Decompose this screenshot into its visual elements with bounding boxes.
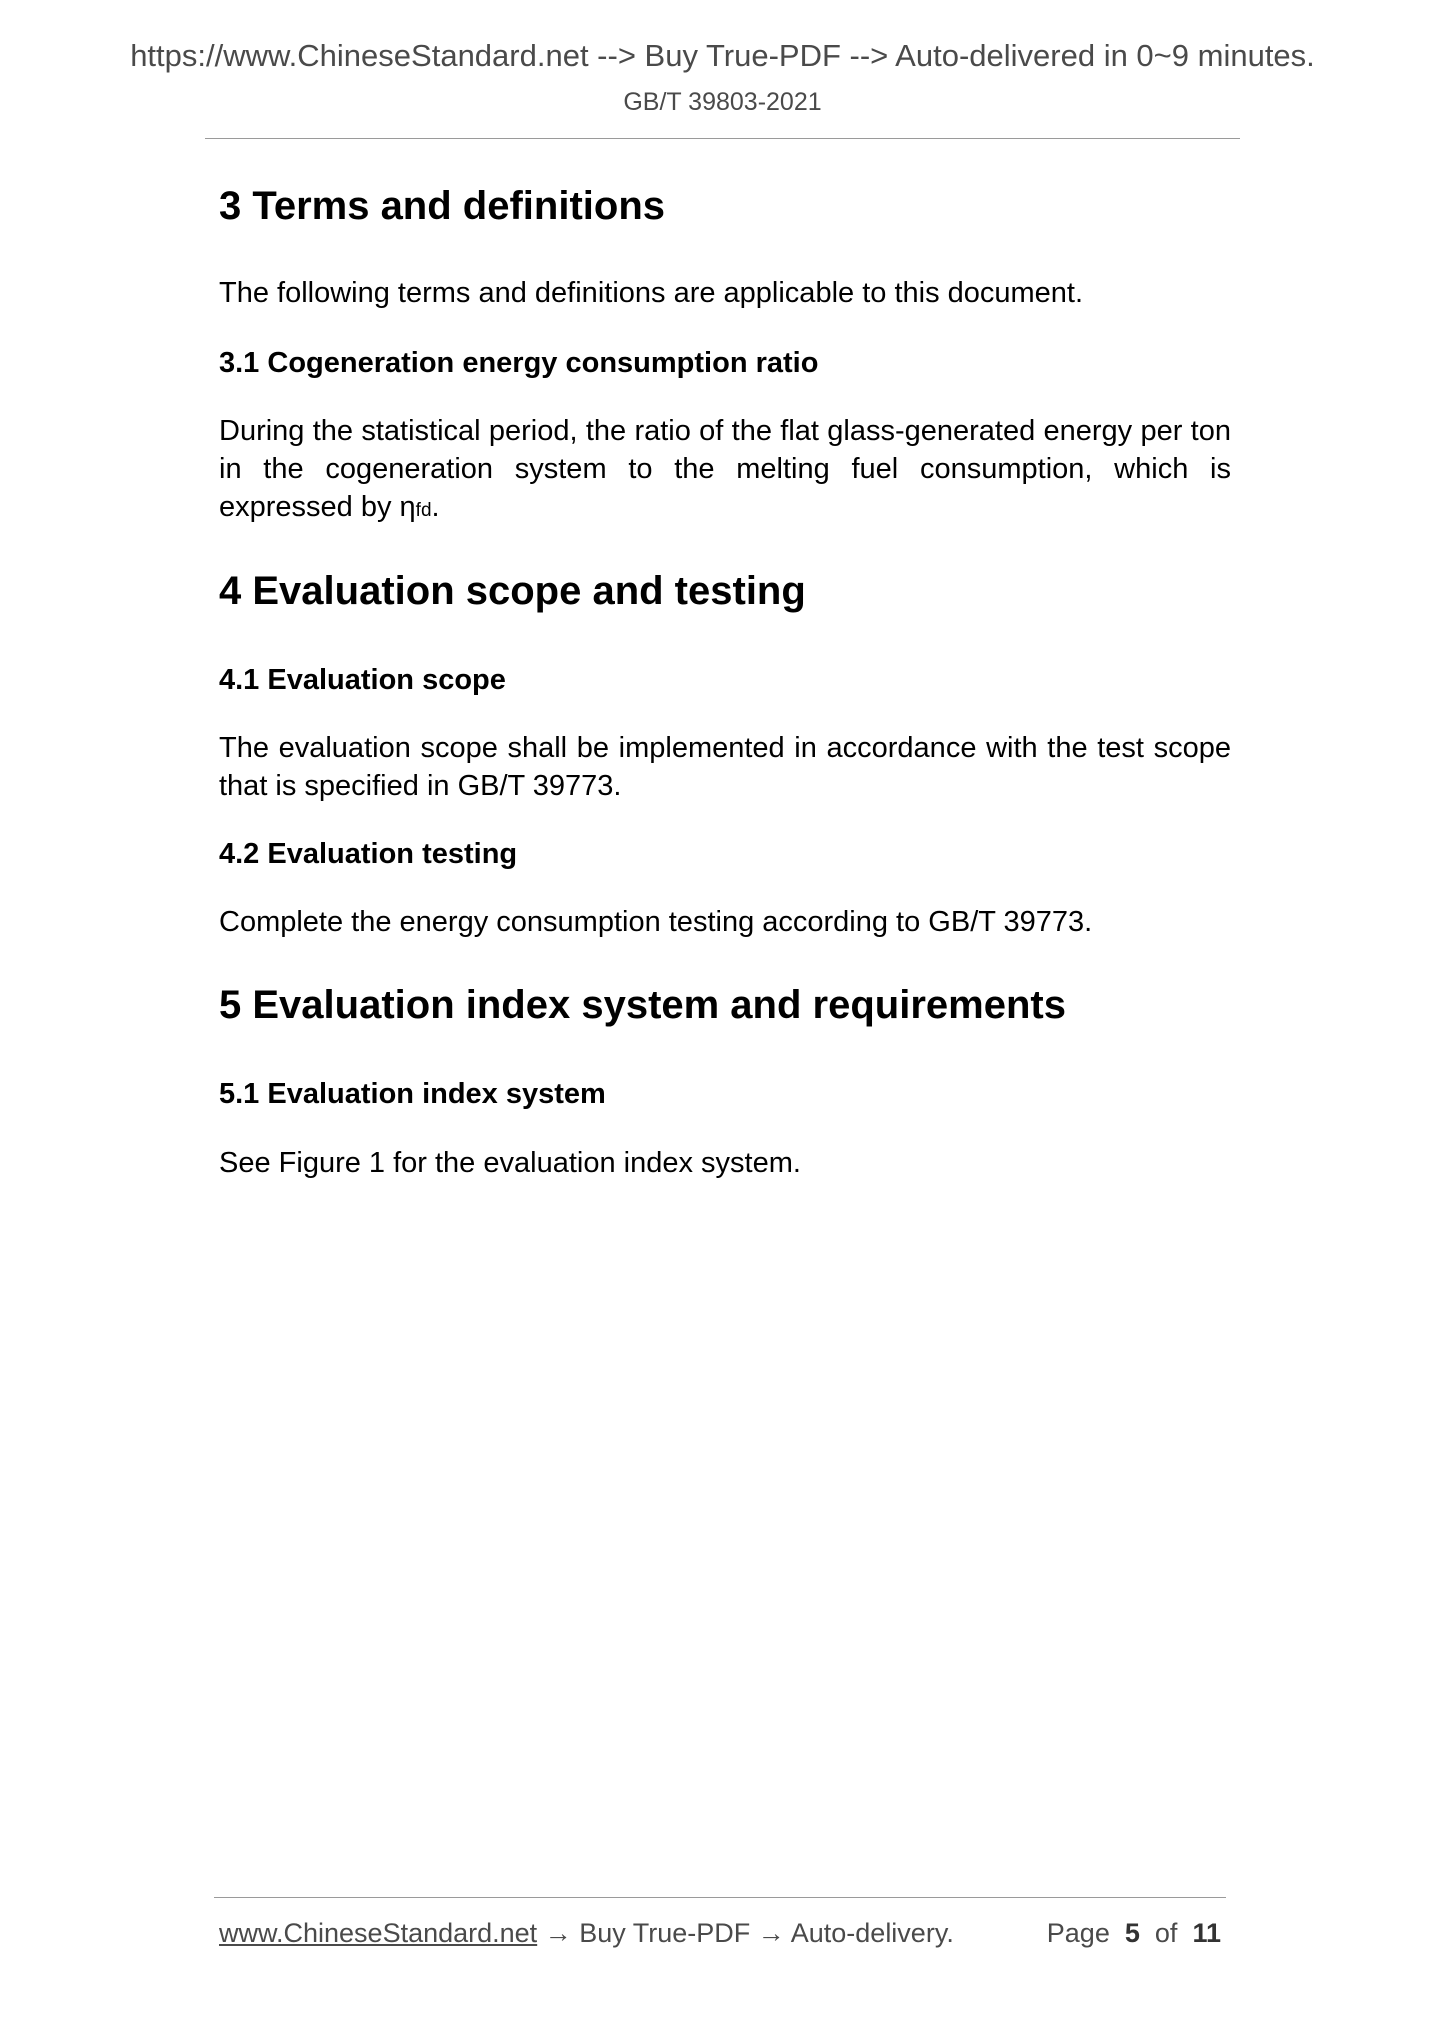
term-3-1-text: During the statistical period, the ratio of the flat glass-generated energy per ton in the cogeneration system to the melting fuel consumption, which is expressed by η xyxy=(219,415,1231,523)
section-3-heading: 3 Terms and definitions xyxy=(219,184,665,228)
section-4-1-text: The evaluation scope shall be implemented in accordance with the test scope that is specified in GB/T 39773. xyxy=(219,732,1231,802)
section-5-1-heading: 5.1 Evaluation index system xyxy=(219,1078,606,1110)
term-3-1-subscript: fd xyxy=(415,500,432,521)
section-4-2-text: Complete the energy consumption testing according to GB/T 39773. xyxy=(219,906,1093,938)
term-3-1-period: . xyxy=(431,491,440,523)
page-total: 11 xyxy=(1192,1918,1221,1948)
standard-code: GB/T 39803-2021 xyxy=(623,88,822,116)
footer-promo xyxy=(219,1918,954,1949)
footer-site-link[interactable]: www.ChineseStandard.net xyxy=(219,1918,538,1948)
term-3-1-heading: 3.1 Cogeneration energy consumption ratio xyxy=(219,347,819,379)
page-number: 5 xyxy=(1124,1918,1140,1948)
section-5-1-text: See Figure 1 for the evaluation index system. xyxy=(219,1147,801,1179)
of-label: of xyxy=(1154,1918,1178,1948)
header-url-line: https://www.ChineseStandard.net --> Buy True-PDF --> Auto-delivered in 0~9 minutes. xyxy=(130,38,1315,73)
section-5-heading: 5 Evaluation index system and requirements xyxy=(219,983,1066,1027)
section-3-intro: The following terms and definitions are applicable to this document. xyxy=(219,277,1084,309)
header-divider xyxy=(205,138,1240,139)
section-4-1-heading: 4.1 Evaluation scope xyxy=(219,664,506,696)
page-indicator xyxy=(1047,1918,1221,1949)
footer-divider xyxy=(214,1897,1226,1898)
section-4-heading: 4 Evaluation scope and testing xyxy=(219,569,806,613)
section-4-2-heading: 4.2 Evaluation testing xyxy=(219,838,518,870)
term-3-1-definition xyxy=(219,412,1231,530)
page-label: Page xyxy=(1046,1918,1110,1948)
footer-tail-text: → Buy True-PDF → Auto-delivery. xyxy=(537,1918,954,1948)
